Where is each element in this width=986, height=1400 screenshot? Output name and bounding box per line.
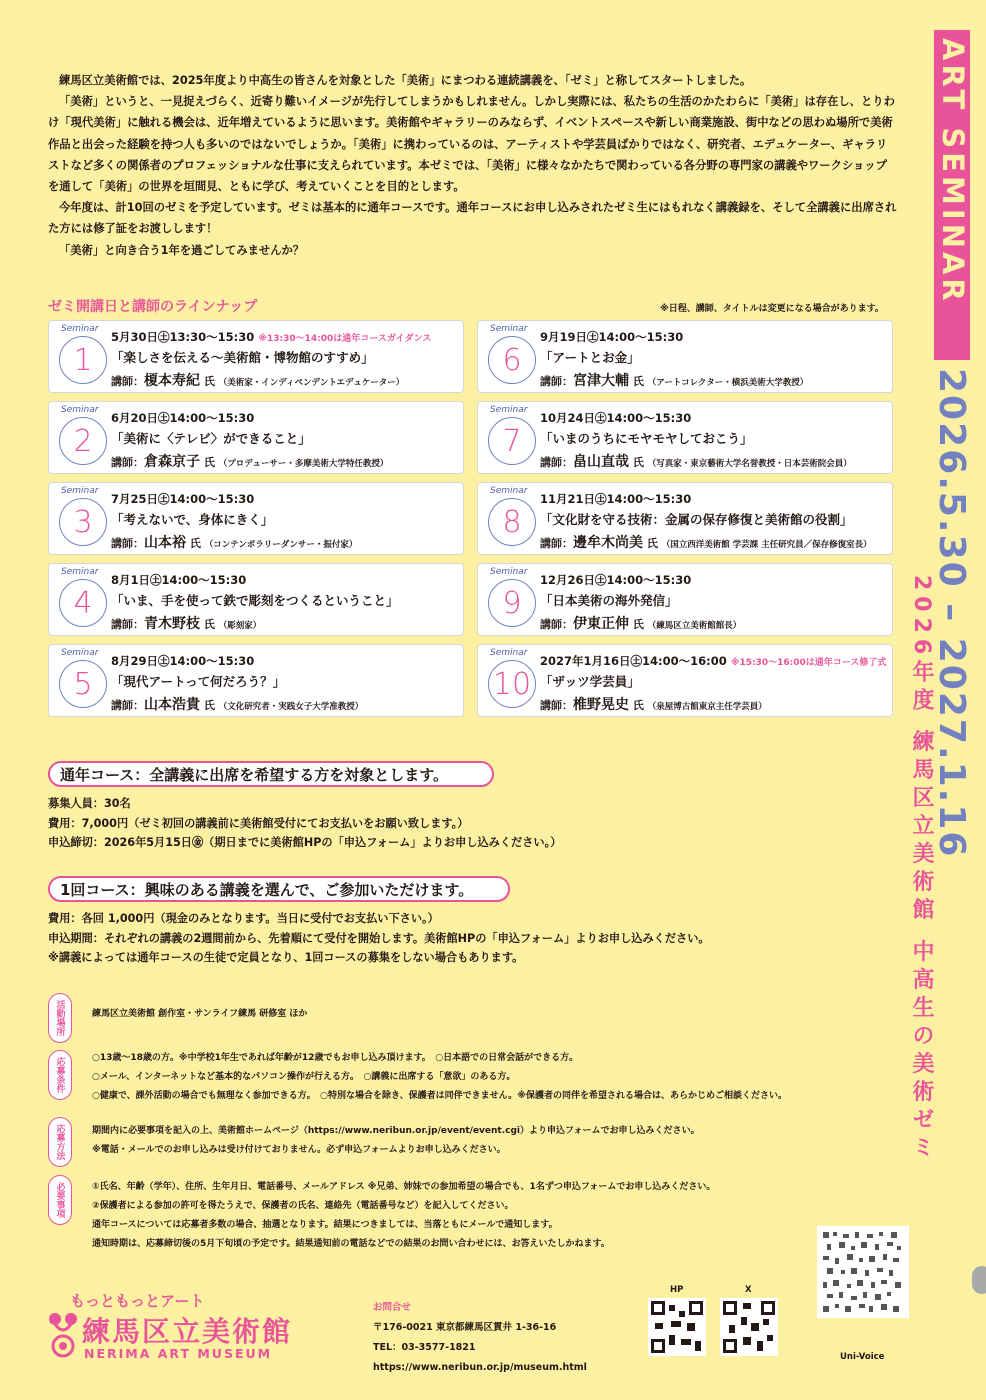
- seminar-card: [477, 563, 893, 636]
- annual-course-info: [48, 794, 561, 853]
- uni-voice-notch-icon: [972, 1266, 986, 1294]
- single-course-heading: 1回コース：興味のある講義を選んで、ご参加いただけます。: [48, 876, 510, 902]
- seminar-subtitle: 2026年度 練馬区立美術館 中高生の美術ゼミ: [909, 575, 934, 1164]
- lecturer-role: （プロデューサー・多摩美術大学特任教授）: [218, 459, 389, 469]
- seminar-label: Seminar: [61, 648, 99, 658]
- contact-label: お問合せ: [373, 1302, 412, 1313]
- annual-deadline: 申込締切：2026年5月15日㊎（期日までに美術館HPの「申込フォーム」よりお申し込みください。）: [48, 836, 562, 849]
- museum-logo-icon: [48, 1310, 78, 1364]
- seminar-title: 「楽しさを伝える～美術館・博物館のすすめ」: [111, 350, 374, 365]
- seminar-title: 「考えないで、身体にきく」: [111, 512, 274, 527]
- lecturer-role: （写真家・東京藝術大学名誉教授・日本芸術院会員）: [647, 459, 852, 469]
- req-line: 通年コースについては応募者多数の場合、抽選となります。結果につきましては、当落ともにメールで通知します。: [92, 1220, 558, 1230]
- req-line: ①氏名、年齢（学年）、住所、生年月日、電話番号、メールアドレス ※兄弟、姉妹での参加希望の場合でも、1名ずつ申込フォームでお申し込みください。: [92, 1182, 716, 1192]
- req-label-method: 応募方法: [48, 1117, 72, 1167]
- seminar-number: 6: [488, 336, 536, 384]
- seminar-lecturer: 講師：青木野枝 氏 （彫刻家）: [111, 616, 262, 632]
- seminar-label: Seminar: [61, 405, 99, 415]
- lecturer-name: 山本浩貴: [144, 697, 200, 713]
- lineup-note: ※日程、講師、タイトルは変更になる場合があります。: [660, 304, 884, 314]
- lecturer-name: 邊牟木尚美: [573, 535, 643, 551]
- seminar-date: 8月1日㊏14:00～15:30: [111, 573, 247, 587]
- seminar-date: 2027年1月16日㊏14:00～16:00 ※15:30～16:00は通年コース修了式: [540, 654, 887, 668]
- req-line: ○メール、インターネットなど基本的なパソコン操作が行える方。 ○講義に出席する「意欲」のある方。: [92, 1072, 516, 1082]
- intro-text: [48, 70, 898, 261]
- req-line: 期間内に必要事項を記入の上、美術館ホームページ（https://www.neribun.or.jp/event/event.cgi）より申込フォームでお申し込みください。: [92, 1126, 700, 1136]
- qr-x-icon[interactable]: [720, 1298, 778, 1356]
- single-course-info: [48, 909, 710, 968]
- seminar-date: 7月25日㊏14:00～15:30: [111, 492, 255, 506]
- seminar-date-note: ※15:30～16:00は通年コース修了式: [730, 658, 887, 668]
- seminar-lecturer: 講師：宮津大輔 氏 （アートコレクター・横浜美術大学教授）: [540, 373, 809, 389]
- seminar-date-note: ※13:30～14:00は通年コースガイダンス: [258, 334, 432, 344]
- art-seminar-title: ART SEMINAR: [936, 38, 970, 305]
- annual-capacity: 募集人員：30名: [48, 797, 131, 810]
- lecturer-role: （アートコレクター・横浜美術大学教授）: [647, 378, 809, 388]
- lecturer-role: （コンテンポラリーダンサー・振付家）: [204, 540, 358, 550]
- logo-tagline: もっともっとアート: [70, 1292, 205, 1310]
- seminar-title: 「日本美術の海外発信」: [540, 593, 678, 608]
- contact-tel: TEL：03-3577-1821: [373, 1342, 476, 1353]
- lineup-title: ゼミ開講日と講師のラインナップ: [48, 299, 258, 315]
- logo-english: NERIMA ART MUSEUM: [84, 1346, 273, 1361]
- seminar-card: [48, 320, 464, 393]
- seminar-card: [48, 644, 464, 717]
- seminar-title: 「文化財を守る技術：金属の保存修復と美術館の役割」: [540, 512, 853, 527]
- intro-paragraph: 「美術」と向き合う1年を過ごしてみませんか？: [59, 243, 305, 257]
- seminar-date: 9月19日㊏14:00～15:30: [540, 330, 684, 344]
- seminar-lecturer: 講師：山本浩貴 氏 （文化研究者・実践女子大学准教授）: [111, 697, 364, 713]
- seminar-date: 6月20日㊏14:00～15:30: [111, 411, 255, 425]
- single-period: 申込期間：それぞれの講義の2週間前から、先着順にて受付を開始します。美術館HPの「申込フォーム」よりお申し込みください。: [48, 931, 710, 945]
- seminar-card: [477, 644, 893, 717]
- seminar-label: Seminar: [490, 567, 528, 577]
- req-line: 通知時期は、応募締切後の5月下旬頃の予定です。結果通知前の電話などでの結果のお問い合わせには、お答えいたしかねます。: [92, 1239, 610, 1249]
- single-note: ※講義によっては通年コースの生徒で定員となり、1回コースの募集をしない場合もあります。: [48, 951, 524, 964]
- seminar-date: 11月21日㊏14:00～15:30: [540, 492, 692, 506]
- seminar-label: Seminar: [490, 486, 528, 496]
- lecturer-role: （美術家・インディペンデントエデュケーター）: [218, 378, 405, 388]
- logo-name: 練馬区立美術館: [82, 1315, 293, 1348]
- lecturer-name: 山本裕: [144, 535, 186, 551]
- single-fee: 費用：各回 1,000円（現金のみとなります。当日に受付でお支払い下さい。）: [48, 912, 439, 925]
- seminar-date-range: 2026.5.30 – 2027.1.16: [931, 368, 972, 859]
- lecturer-role: （彫刻家）: [218, 621, 262, 631]
- uni-voice-code-icon[interactable]: [817, 1226, 909, 1318]
- annual-course-heading: 通年コース：全講義に出席を希望する方を対象とします。: [48, 761, 494, 787]
- qr-hp-label: HP: [670, 1285, 684, 1295]
- intro-paragraph: 「美術」というと、一見捉えづらく、近寄り難いイメージが先行してしまうかもしれません。しかし実際には、私たちの生活のかたわらに「美術」は存在し、とりわけ「現代美術」に触れる機会は、近年増えているように思います。美術館やギャラリーのみならず、イベントスペースや新しい商業施設、街中などの思わぬ場所で美術作品と出会った経験を持つ人も多いのではないでしょうか。「美術」に携わっているのは、アーティストや学芸員ばかりではなく、研究者、エデュケーター、ギャラリストなど多くの関係者のプロフェッショナルな仕事に支えられています。本ゼミでは、「美術」に様々なかたちで関わっている各分野の専門家の講義やワークショップを通して「美術」の世界を垣間見、ともに学び、考えていくことを目的とします。: [48, 95, 895, 194]
- seminar-date: 5月30日㊏13:30～15:30 ※13:30～14:00は通年コースガイダンス: [111, 330, 432, 344]
- seminar-lecturer: 講師：椎野晃史 氏 （泉屋博古館東京主任学芸員）: [540, 697, 767, 713]
- seminar-number: 3: [59, 498, 107, 546]
- seminar-card: [477, 482, 893, 555]
- seminar-card: [477, 320, 893, 393]
- seminar-title: 「いま、手を使って鉄で彫刻をつくるということ」: [111, 593, 399, 608]
- seminar-lecturer: 講師：伊東正伸 氏 （練馬区立美術館館長）: [540, 616, 742, 632]
- uni-voice-label: Uni-Voice: [840, 1352, 885, 1362]
- req-label-conditions: 応募条件: [48, 1050, 72, 1100]
- seminar-number: 9: [488, 579, 536, 627]
- seminar-number: 10: [488, 660, 536, 708]
- seminar-title: 「ザッツ学芸員」: [540, 674, 640, 689]
- seminar-title: 「いまのうちにモヤモヤしておこう」: [540, 431, 753, 446]
- seminar-date: 8月29日㊏14:00～15:30: [111, 654, 255, 668]
- req-text-conditions: [92, 1049, 787, 1106]
- req-line: ②保護者による参加の許可を得たうえで、保護者の氏名、連絡先（電話番号など）を記入してください。: [92, 1201, 514, 1211]
- seminar-number: 2: [59, 417, 107, 465]
- seminar-number: 7: [488, 417, 536, 465]
- seminar-lecturer: 講師：榎本寿紀 氏 （美術家・インディペンデントエデュケーター）: [111, 373, 405, 389]
- seminar-number: 5: [59, 660, 107, 708]
- seminar-number: 1: [59, 336, 107, 384]
- lecturer-role: （練馬区立美術館館長）: [647, 621, 742, 631]
- req-text-required: [92, 1178, 715, 1254]
- seminar-label: Seminar: [61, 486, 99, 496]
- seminar-label: Seminar: [61, 324, 99, 334]
- lecturer-role: （泉屋博古館東京主任学芸員）: [647, 702, 767, 712]
- req-text-method: [92, 1122, 700, 1160]
- seminar-lecturer: 講師：畠山直哉 氏 （写真家・東京藝術大学名誉教授・日本芸術院会員）: [540, 454, 852, 470]
- seminar-lecturer: 講師：邊牟木尚美 氏 （国立西洋美術館 学芸課 主任研究員／保存修復室長）: [540, 535, 872, 551]
- lecturer-name: 榎本寿紀: [144, 373, 200, 389]
- req-label-required: 必要事項: [48, 1175, 72, 1225]
- contact-url[interactable]: https://www.neribun.or.jp/museum.html: [373, 1362, 587, 1373]
- req-text-location: [92, 1005, 307, 1024]
- seminar-number: 8: [488, 498, 536, 546]
- lecturer-name: 青木野枝: [144, 616, 200, 632]
- lecturer-role: （国立西洋美術館 学芸課 主任研究員／保存修復室長）: [661, 540, 872, 550]
- seminar-label: Seminar: [61, 567, 99, 577]
- seminar-date: 10月24日㊏14:00～15:30: [540, 411, 692, 425]
- seminar-label: Seminar: [490, 324, 528, 334]
- seminar-card: [48, 401, 464, 474]
- seminar-title: 「アートとお金」: [540, 350, 640, 365]
- lecturer-name: 伊東正伸: [573, 616, 629, 632]
- seminar-title: 「現代アートって何だろう？」: [111, 674, 286, 689]
- qr-hp-icon[interactable]: [648, 1298, 706, 1356]
- intro-paragraph: 今年度は、計10回のゼミを予定しています。ゼミは基本的に通年コースです。通年コースにお申し込みされたゼミ生にはもれなく講義録を、そして全講義に出席された方には修了証をお渡しします！: [48, 201, 897, 236]
- req-line: ※電話・メールでのお申し込みは受け付けておりません。必ず申込フォームよりお申し込みください。: [92, 1145, 506, 1155]
- req-line: 練馬区立美術館 創作室・サンライフ練馬 研修室 ほか: [92, 1009, 308, 1019]
- req-line: ○13歳～18歳の方。※中学校1年生であれば年齢が12歳でもお申し込み頂けます。 ○日本語での日常会話ができる方。: [92, 1053, 579, 1063]
- req-label-location: 活動場所: [48, 993, 72, 1043]
- lecturer-name: 椎野晃史: [573, 697, 629, 713]
- annual-fee: 費用：7,000円（ゼミ初回の講義前に美術館受付にてお支払いをお願い致します。）: [48, 816, 469, 830]
- lecturer-name: 畠山直哉: [573, 454, 629, 470]
- seminar-title: 「美術に〈テレビ〉ができること」: [111, 431, 311, 446]
- req-line: ○健康で、課外活動の場合でも無理なく参加できる方。 ○特別な場合を除き、保護者は同伴できません。※保護者の同伴を希望される場合は、あらかじめご相談ください。: [92, 1091, 787, 1101]
- contact-info: [373, 1298, 587, 1378]
- lecturer-role: （文化研究者・実践女子大学准教授）: [218, 702, 364, 712]
- seminar-card: [48, 482, 464, 555]
- seminar-card: [477, 401, 893, 474]
- contact-address: 〒176-0021 東京都練馬区貫井 1-36-16: [373, 1322, 557, 1333]
- seminar-lecturer: 講師：倉森京子 氏 （プロデューサー・多摩美術大学特任教授）: [111, 454, 389, 470]
- seminar-date: 12月26日㊏14:00～15:30: [540, 573, 692, 587]
- qr-x-label: X: [745, 1285, 752, 1295]
- seminar-label: Seminar: [490, 405, 528, 415]
- lecturer-name: 倉森京子: [144, 454, 200, 470]
- seminar-label: Seminar: [490, 648, 528, 658]
- seminar-number: 4: [59, 579, 107, 627]
- lecturer-name: 宮津大輔: [573, 373, 629, 389]
- seminar-lecturer: 講師：山本裕 氏 （コンテンポラリーダンサー・振付家）: [111, 535, 358, 551]
- intro-paragraph: 練馬区立美術館では、2025年度より中高生の皆さんを対象とした「美術」にまつわる連続講義を、「ゼミ」と称してスタートしました。: [59, 74, 752, 87]
- seminar-card: [48, 563, 464, 636]
